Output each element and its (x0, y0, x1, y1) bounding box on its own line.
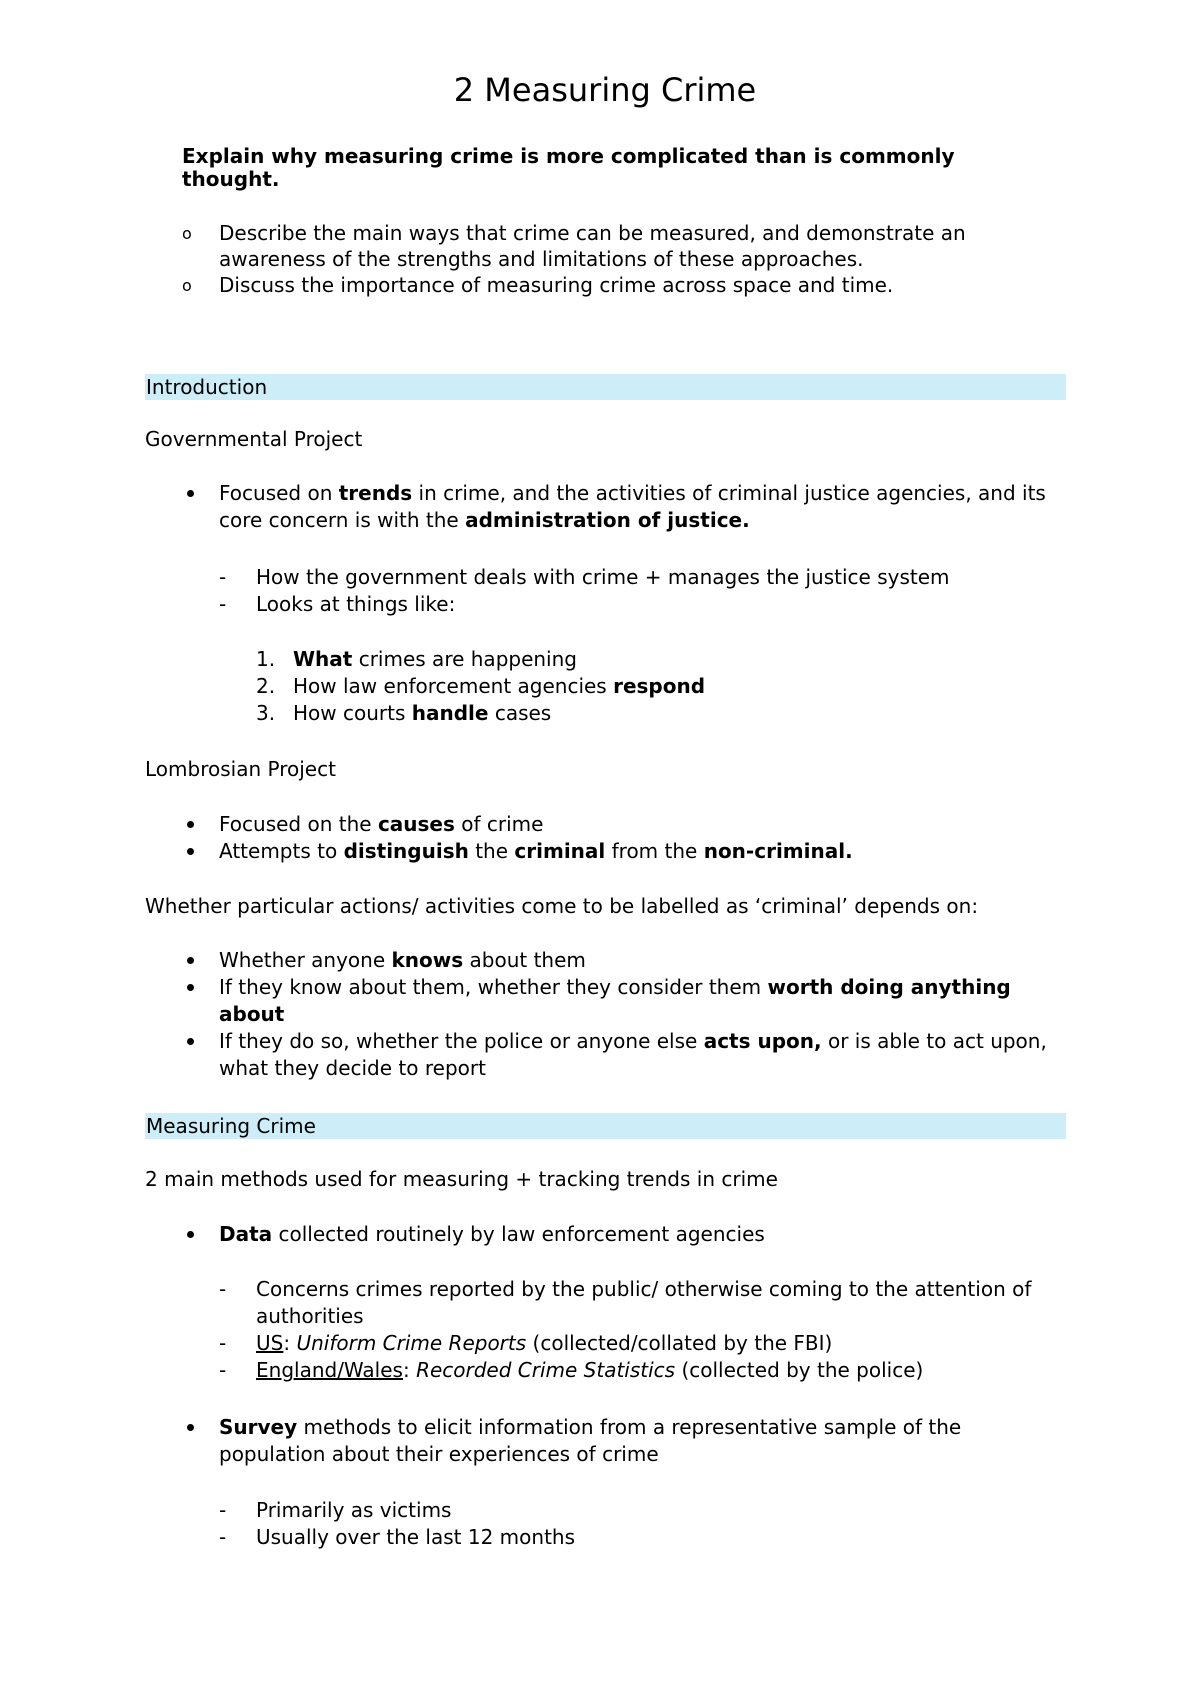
list-item: Focused on trends in crime, and the activities of criminal justice agencies, and its core concern is with the administration of justice. (182, 480, 1064, 534)
list-item: - Primarily as victims (219, 1498, 452, 1522)
dash-icon: - (219, 1331, 227, 1355)
dash-icon: - (219, 565, 227, 589)
list-item: Attempts to distinguish the criminal from the non-criminal. (182, 838, 1064, 865)
list-item: Survey methods to elicit information from a representative sample of the population about their experiences of crime (182, 1414, 1064, 1468)
list-number: 3. (256, 701, 276, 725)
data-dash-list (219, 1276, 1064, 1384)
list-item: If they do so, whether the police or anyone else acts upon, or is able to act upon, what they decide to report (182, 1028, 1064, 1082)
governmental-project-heading: Governmental Project (145, 427, 363, 451)
dash-icon: - (219, 1358, 227, 1382)
list-item: - Concerns crimes reported by the public/ otherwise coming to the attention of authorities (219, 1277, 1032, 1328)
sub-objectives-list (182, 220, 1012, 298)
circle-bullet-icon: o (182, 224, 192, 243)
section-heading-introduction: Introduction (145, 374, 1066, 400)
list-item: - US: Uniform Crime Reports (collected/collated by the FBI) (219, 1331, 833, 1355)
labelled-criminal-lead: Whether particular actions/ activities come to be labelled as ‘criminal’ depends on: (145, 894, 979, 918)
sub-objective-item: o Discuss the importance of measuring crime across space and time. (182, 273, 894, 297)
list-number: 1. (256, 647, 276, 671)
dash-icon: - (219, 1525, 227, 1549)
sub-objective-item: o Describe the main ways that crime can be measured, and demonstrate an awareness of the strengths and limitations of these approaches. (182, 221, 966, 271)
lombrosian-project-heading: Lombrosian Project (145, 757, 336, 781)
dash-icon: - (219, 1498, 227, 1522)
data-bullet-list (182, 1221, 1064, 1248)
list-item: - Looks at things like: (219, 592, 456, 616)
labelled-bullet-list (182, 947, 1064, 1082)
bullet-icon (187, 1424, 194, 1431)
bullet-icon (187, 1231, 194, 1238)
dash-icon: - (219, 592, 227, 616)
list-item: - Usually over the last 12 months (219, 1525, 576, 1549)
bullet-icon (187, 848, 194, 855)
list-item: 1. What crimes are happening (256, 647, 577, 671)
governmental-dash-list (219, 564, 1064, 618)
dash-icon: - (219, 1277, 227, 1301)
lombrosian-bullet-list (182, 811, 1064, 865)
bullet-icon (187, 1038, 194, 1045)
bullet-icon (187, 821, 194, 828)
list-number: 2. (256, 674, 276, 698)
list-item: Focused on the causes of crime (182, 811, 1064, 838)
bullet-icon (187, 957, 194, 964)
governmental-bullet-list (182, 480, 1064, 534)
list-item: If they know about them, whether they consider them worth doing anything about (182, 974, 1064, 1028)
circle-bullet-icon: o (182, 276, 192, 295)
bullet-icon (187, 490, 194, 497)
list-item: 2. How law enforcement agencies respond (256, 674, 706, 698)
learning-objective: Explain why measuring crime is more complicated than is commonly thought. (182, 144, 955, 191)
list-item: Data collected routinely by law enforcement agencies (182, 1221, 1064, 1248)
list-item: Whether anyone knows about them (182, 947, 1064, 974)
page-title: 2 Measuring Crime (453, 71, 757, 109)
section-heading-measuring-crime: Measuring Crime (145, 1113, 1066, 1139)
list-item: 3. How courts handle cases (256, 701, 552, 725)
measuring-lead: 2 main methods used for measuring + tracking trends in crime (145, 1167, 778, 1191)
bullet-icon (187, 984, 194, 991)
survey-bullet-list (182, 1414, 1064, 1468)
list-item: - How the government deals with crime + manages the justice system (219, 565, 950, 589)
governmental-numbered-list (256, 646, 1064, 727)
list-item: - England/Wales: Recorded Crime Statistics (collected by the police) (219, 1358, 924, 1382)
survey-dash-list (219, 1497, 1064, 1551)
